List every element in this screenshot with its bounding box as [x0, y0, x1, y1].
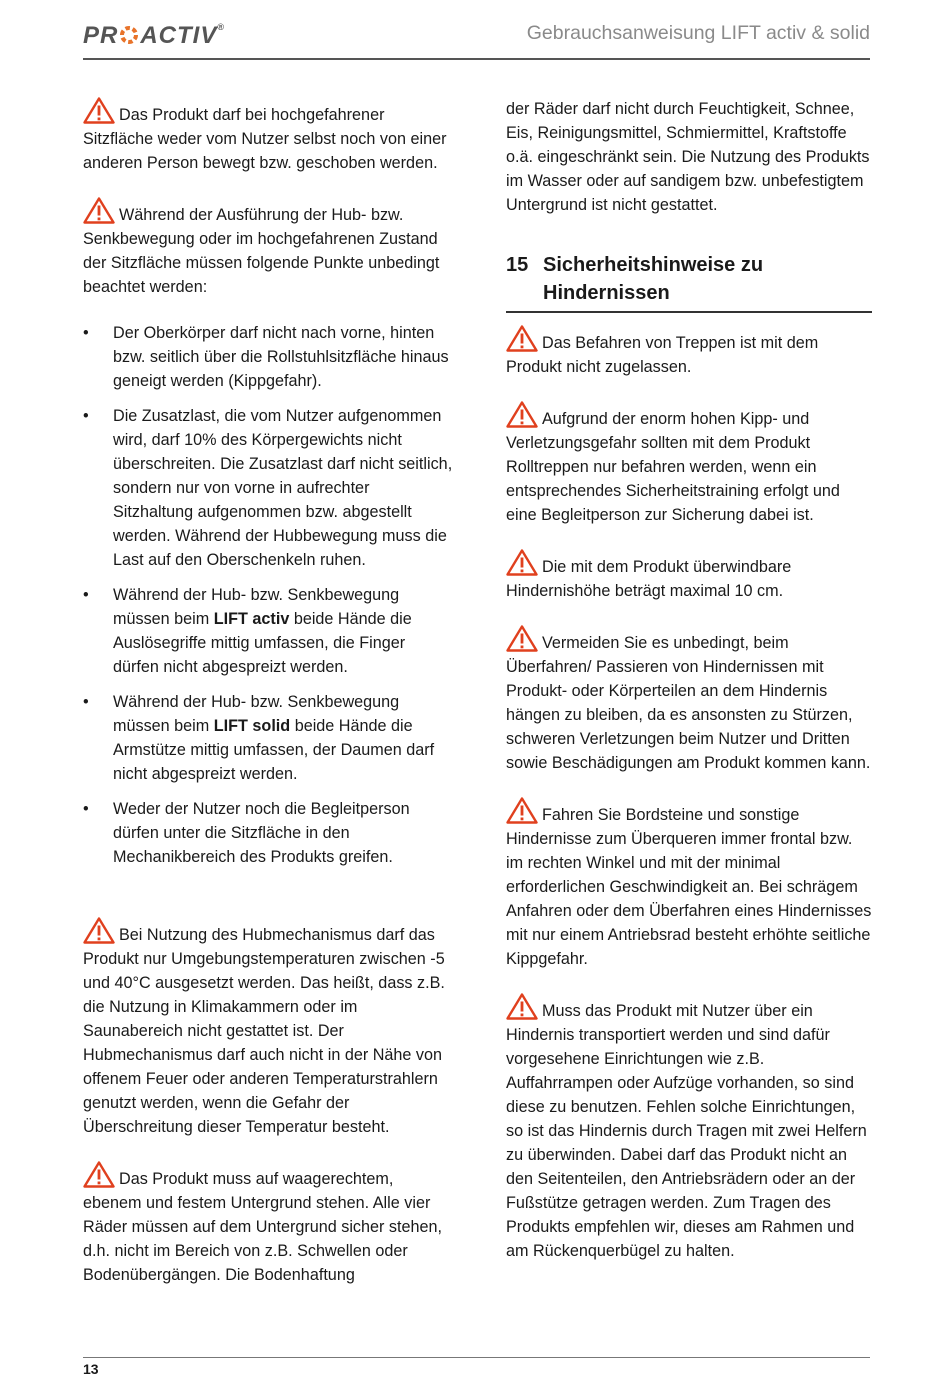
warning-text: Fahren Sie Bordsteine und sonstige Hindernisse zum Überqueren immer frontal bzw. im rechten Winkel und mit der minimal erforderlichen Geschwindigkeit an. Bei schrägem Anfahren oder dem Überfahren eines Hindernisses mit nur einem Antriebsrad besteht erhöhte seitliche Kippgefahr.: [506, 806, 872, 968]
page-number: 13: [83, 1361, 99, 1377]
logo-o-icon: [119, 25, 139, 45]
product-name-bold: LIFT solid: [213, 717, 291, 735]
warning-icon: [506, 993, 538, 1020]
warning-text: Vermeiden Sie es unbedingt, beim Überfahren/ Passieren von Hindernissen mit Produkt- oder Körperteilen an dem Hindernis hängen zu bleiben, da es ansonsten zu Stürzen, schweren Verletzungen beim Nutzer und Dritten sowie Beschädigungen am Produkt kommen kann.: [506, 634, 871, 772]
warning-icon: [506, 401, 538, 428]
list-item: [83, 404, 453, 572]
logo-text-right: ACTIV: [140, 22, 218, 49]
warning-paragraph: [506, 625, 872, 775]
warning-icon: [83, 1161, 115, 1188]
list-item-text: Der Oberkörper darf nicht nach vorne, hinten bzw. seitlich über die Rollstuhlsitzfläche hinaus geneigt werden (Kippgefahr).: [113, 324, 449, 390]
warning-paragraph: [83, 197, 453, 299]
logo-trademark: ®: [217, 22, 225, 32]
warning-text: Das Produkt darf bei hochgefahrener Sitzfläche weder vom Nutzer selbst noch von einer anderen Person bewegt bzw. geschoben werden.: [83, 106, 447, 172]
logo-text-left: PR: [83, 22, 119, 49]
warning-icon: [506, 325, 538, 352]
warning-icon: [506, 549, 538, 576]
continued-paragraph: der Räder darf nicht durch Feuchtigkeit, Schnee, Eis, Reinigungsmittel, Schmiermittel, Kraftstoffe o.ä. eingeschränkt sein. Die Nutzung des Produkts im Wasser oder auf sandigem bzw. unbefestigtem Untergrund ist nicht gestattet.: [506, 100, 870, 214]
list-item: [83, 797, 453, 869]
warning-text: Das Produkt muss auf waagerechtem, ebenem und festem Untergrund stehen. Alle vier Räder müssen auf dem Untergrund sicher stehen, d.h. nicht im Bereich von z.B. Schwellen oder Bodenübergängen. Die Bodenhaftung: [83, 1170, 443, 1284]
list-item: [83, 690, 453, 786]
list-item: [83, 321, 453, 393]
document-title: Gebrauchsanweisung LIFT activ & solid: [526, 22, 870, 44]
warning-paragraph: [506, 993, 872, 1263]
list-item: [83, 583, 453, 679]
list-item-text: Während der Hub- bzw. Senkbewegung müssen beim: [113, 693, 400, 735]
list-item-text: Weder der Nutzer noch die Begleitperson dürfen unter die Sitzfläche in den Mechanikbereich des Produkts greifen.: [113, 800, 410, 866]
list-item-text: Während der Hub- bzw. Senkbewegung müssen beim: [113, 586, 400, 628]
warning-paragraph: [83, 1161, 453, 1287]
warning-paragraph: [83, 917, 453, 1139]
warning-text: Das Befahren von Treppen ist mit dem Produkt nicht zugelassen.: [506, 334, 819, 376]
spacer: [83, 891, 453, 917]
warning-text: Während der Ausführung der Hub- bzw. Senkbewegung oder im hochgefahrenen Zustand der Sitzfläche müssen folgende Punkte unbedingt beachtet werden:: [83, 206, 440, 296]
warning-icon: [506, 797, 538, 824]
warning-text: Bei Nutzung des Hubmechanismus darf das Produkt nur Umgebungstemperaturen zwischen -5 und 40°C ausgesetzt werden. Das heißt, dass z.B. die Nutzung in Klimakammern oder im Saunabereich nicht gestattet ist. Der Hubmechanismus darf auch nicht in der Nähe von offenem Feuer oder anderen Temperaturstrahlern genutzt werden, wenn die Gefahr der Überschreitung dieser Temperatur besteht.: [83, 926, 445, 1136]
warning-text: Muss das Produkt mit Nutzer über ein Hindernis transportiert werden und sind dafür vorgesehene Einrichtungen wie z.B. Auffahrrampen oder Aufzüge vorhanden, so sind diese zu benutzen. Fehlen solche Einrichtungen, so ist das Hindernis durch Tragen mit zwei Helfern zu überwinden. Dabei darf das Produkt nicht an den Seitenteilen, den Antriebsrädern oder an der Fußstütze getragen werden. Zum Tragen des Produkts empfehlen wir, dieses am Rahmen und am Rückenquerbügel zu halten.: [506, 1002, 867, 1260]
warning-icon: [83, 97, 115, 124]
section-title: Sicherheitshinweise zu Hindernissen: [543, 254, 764, 304]
section-heading: [506, 251, 872, 313]
warning-icon: [506, 625, 538, 652]
warning-icon: [83, 917, 115, 944]
warning-paragraph: [506, 549, 872, 603]
section-number: 15: [506, 254, 529, 276]
page-header: [83, 10, 870, 60]
warning-text: Aufgrund der enorm hohen Kipp- und Verletzungsgefahr sollten mit dem Produkt Rolltreppen nur befahren werden, wenn ein entsprechendes Sicherheitstraining erfolgt und eine Begleitperson zur Sicherung dabei ist.: [506, 410, 840, 524]
warning-icon: [83, 197, 115, 224]
list-item-text: beide Hände die Armstütze mittig umfassen, der Daumen darf nicht abgespreizt werden.: [113, 717, 435, 783]
right-column: [506, 97, 872, 1285]
warning-paragraph: [506, 325, 872, 379]
warning-paragraph: [506, 401, 872, 527]
left-column: [83, 97, 453, 1309]
warning-text: Die mit dem Produkt überwindbare Hindernishöhe beträgt maximal 10 cm.: [506, 558, 792, 600]
list-item-text: Die Zusatzlast, die vom Nutzer aufgenommen wird, darf 10% des Körpergewichts nicht überschreiten. Die Zusatzlast darf nicht seitlich, sondern nur von vorne in aufrechter Sitzhaltung aufgenommen bzw. abgestellt werden. Während der Hubbewegung muss die Last auf den Oberschenkeln ruhen.: [113, 407, 453, 569]
page-footer: [83, 1357, 870, 1377]
warning-paragraph: [506, 797, 872, 971]
list-item-text: beide Hände die Auslösegriffe mittig umfassen, die Finger dürfen nicht abgespreizt werden.: [113, 610, 412, 676]
proactiv-logo: [83, 22, 225, 50]
product-name-bold: LIFT activ: [213, 610, 290, 628]
bullet-list: [83, 321, 453, 869]
warning-paragraph: [83, 97, 453, 175]
